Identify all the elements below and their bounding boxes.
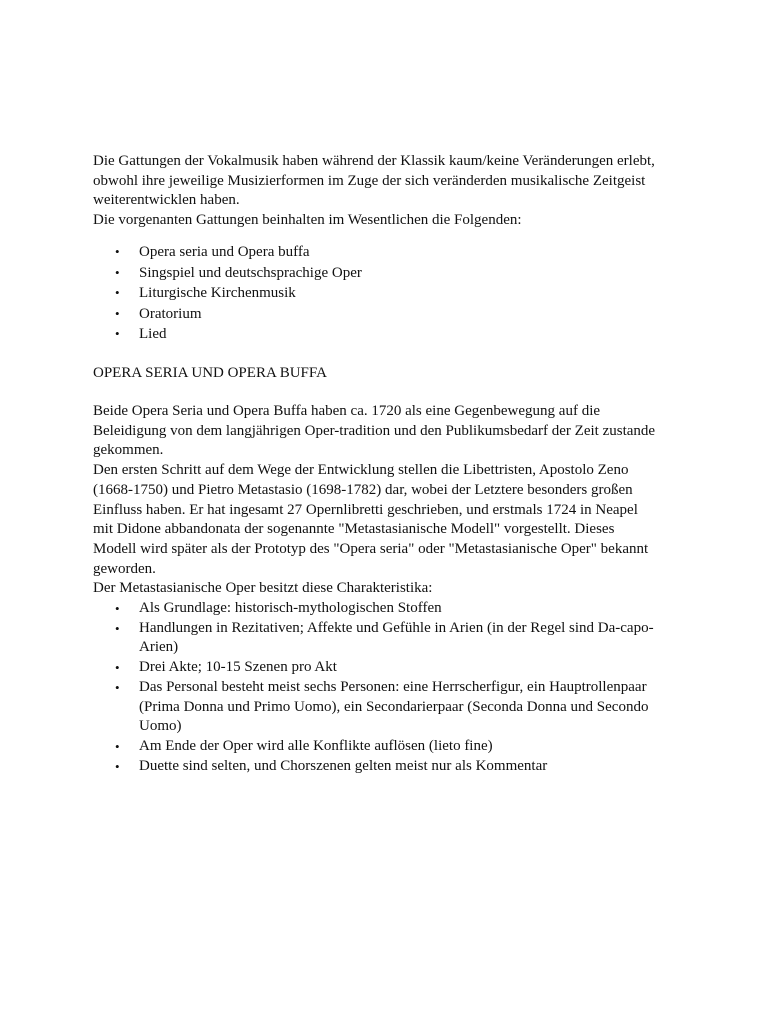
list-item xyxy=(93,619,693,658)
characteristic-line: Uomo) xyxy=(139,718,182,735)
body-line: geworden. xyxy=(93,560,156,577)
list-item xyxy=(93,757,693,777)
characteristic-line: Handlungen in Rezitativen; Affekte und Gefühle in Arien (in der Regel sind Da-capo- xyxy=(139,619,654,636)
list-item xyxy=(93,242,693,263)
body-line: Den ersten Schritt auf dem Wege der Entwicklung stellen die Libettristen, Apostolo Zeno xyxy=(93,462,629,479)
list-item xyxy=(93,304,693,325)
characteristic-line: (Prima Donna und Primo Uomo), ein Secondarierpaar (Seconda Donna und Secondo xyxy=(139,698,649,715)
list-item xyxy=(93,678,693,737)
bullet-icon: • xyxy=(115,264,120,280)
bullet-icon: • xyxy=(115,620,120,636)
intro-line: weiterentwicklen haben. xyxy=(93,192,240,209)
bullet-icon: • xyxy=(115,758,120,774)
bullet-icon: • xyxy=(115,679,120,695)
characteristic-line: Arien) xyxy=(139,639,179,656)
section-heading: OPERA SERIA UND OPERA BUFFA xyxy=(93,365,327,381)
list-item xyxy=(93,737,693,757)
intro-line: Die vorgenanten Gattungen beinhalten im Wesentlichen die Folgenden: xyxy=(93,212,522,229)
bullet-icon: • xyxy=(115,660,120,676)
list-item xyxy=(93,324,693,345)
intro-paragraph xyxy=(93,152,693,231)
section-body xyxy=(93,402,693,776)
body-line: gekommen. xyxy=(93,442,164,459)
body-line: Beide Opera Seria und Opera Buffa haben ca. 1720 als eine Gegenbewegung auf die xyxy=(93,403,601,419)
body-line: (1668-1750) und Pietro Metastasio (1698-1782) dar, wobei der Letztere besonders großen xyxy=(93,481,633,498)
genre-item-label: Oratorium xyxy=(139,305,202,322)
intro-line: obwohl ihre jeweilige Musizierformen im Zuge der sich veränderden musikalische Zeitgeist xyxy=(93,172,646,189)
characteristic-line: Als Grundlage: historisch-mythologischen Stoffen xyxy=(139,600,442,617)
genre-item-label: Liturgische Kirchenmusik xyxy=(139,285,296,301)
bullet-icon: • xyxy=(115,305,120,321)
intro-line: Die Gattungen der Vokalmusik haben während der Klassik kaum/keine Veränderungen erlebt, xyxy=(93,153,655,169)
characteristic-line: Drei Akte; 10-15 Szenen pro Akt xyxy=(139,659,337,676)
list-item xyxy=(93,658,693,678)
characteristic-line: Duette sind selten, und Chorszenen gelten meist nur als Kommentar xyxy=(139,757,548,774)
list-item xyxy=(93,263,693,284)
body-line: Einfluss haben. Er hat ingesamt 27 Opernlibretti geschrieben, und erstmals 1724 in Neapel xyxy=(93,501,638,518)
genre-item-label: Opera seria und Opera buffa xyxy=(139,244,310,260)
characteristic-line: Am Ende der Oper wird alle Konflikte auflösen (lieto fine) xyxy=(139,737,493,754)
bullet-icon: • xyxy=(115,285,120,300)
body-line: Der Metastasianische Oper besitzt diese Charakteristika: xyxy=(93,580,433,597)
genre-item-label: Lied xyxy=(139,326,167,342)
list-item xyxy=(93,599,693,619)
body-line: mit Didone abbandonata der sogenannte "Metastasianische Modell" vorgestellt. Dieses xyxy=(93,521,615,538)
bullet-icon: • xyxy=(115,244,120,259)
genre-item-label: Singspiel und deutschsprachige Oper xyxy=(139,264,362,281)
body-line: Modell wird später als der Prototyp des "Opera seria" oder "Metastasianische Oper" bekannt xyxy=(93,540,649,557)
characteristics-list xyxy=(93,599,693,776)
bullet-icon: • xyxy=(115,738,120,754)
body-line: Beleidigung von dem langjährigen Oper-tradition und den Publikumsbedarf der Zeit zustande xyxy=(93,422,656,439)
bullet-icon: • xyxy=(115,326,120,341)
characteristic-line: Das Personal besteht meist sechs Personen: eine Herrscherfigur, ein Hauptrollenpaar xyxy=(139,678,647,695)
bullet-icon: • xyxy=(115,601,120,617)
list-item xyxy=(93,283,693,304)
genre-list xyxy=(93,242,693,345)
